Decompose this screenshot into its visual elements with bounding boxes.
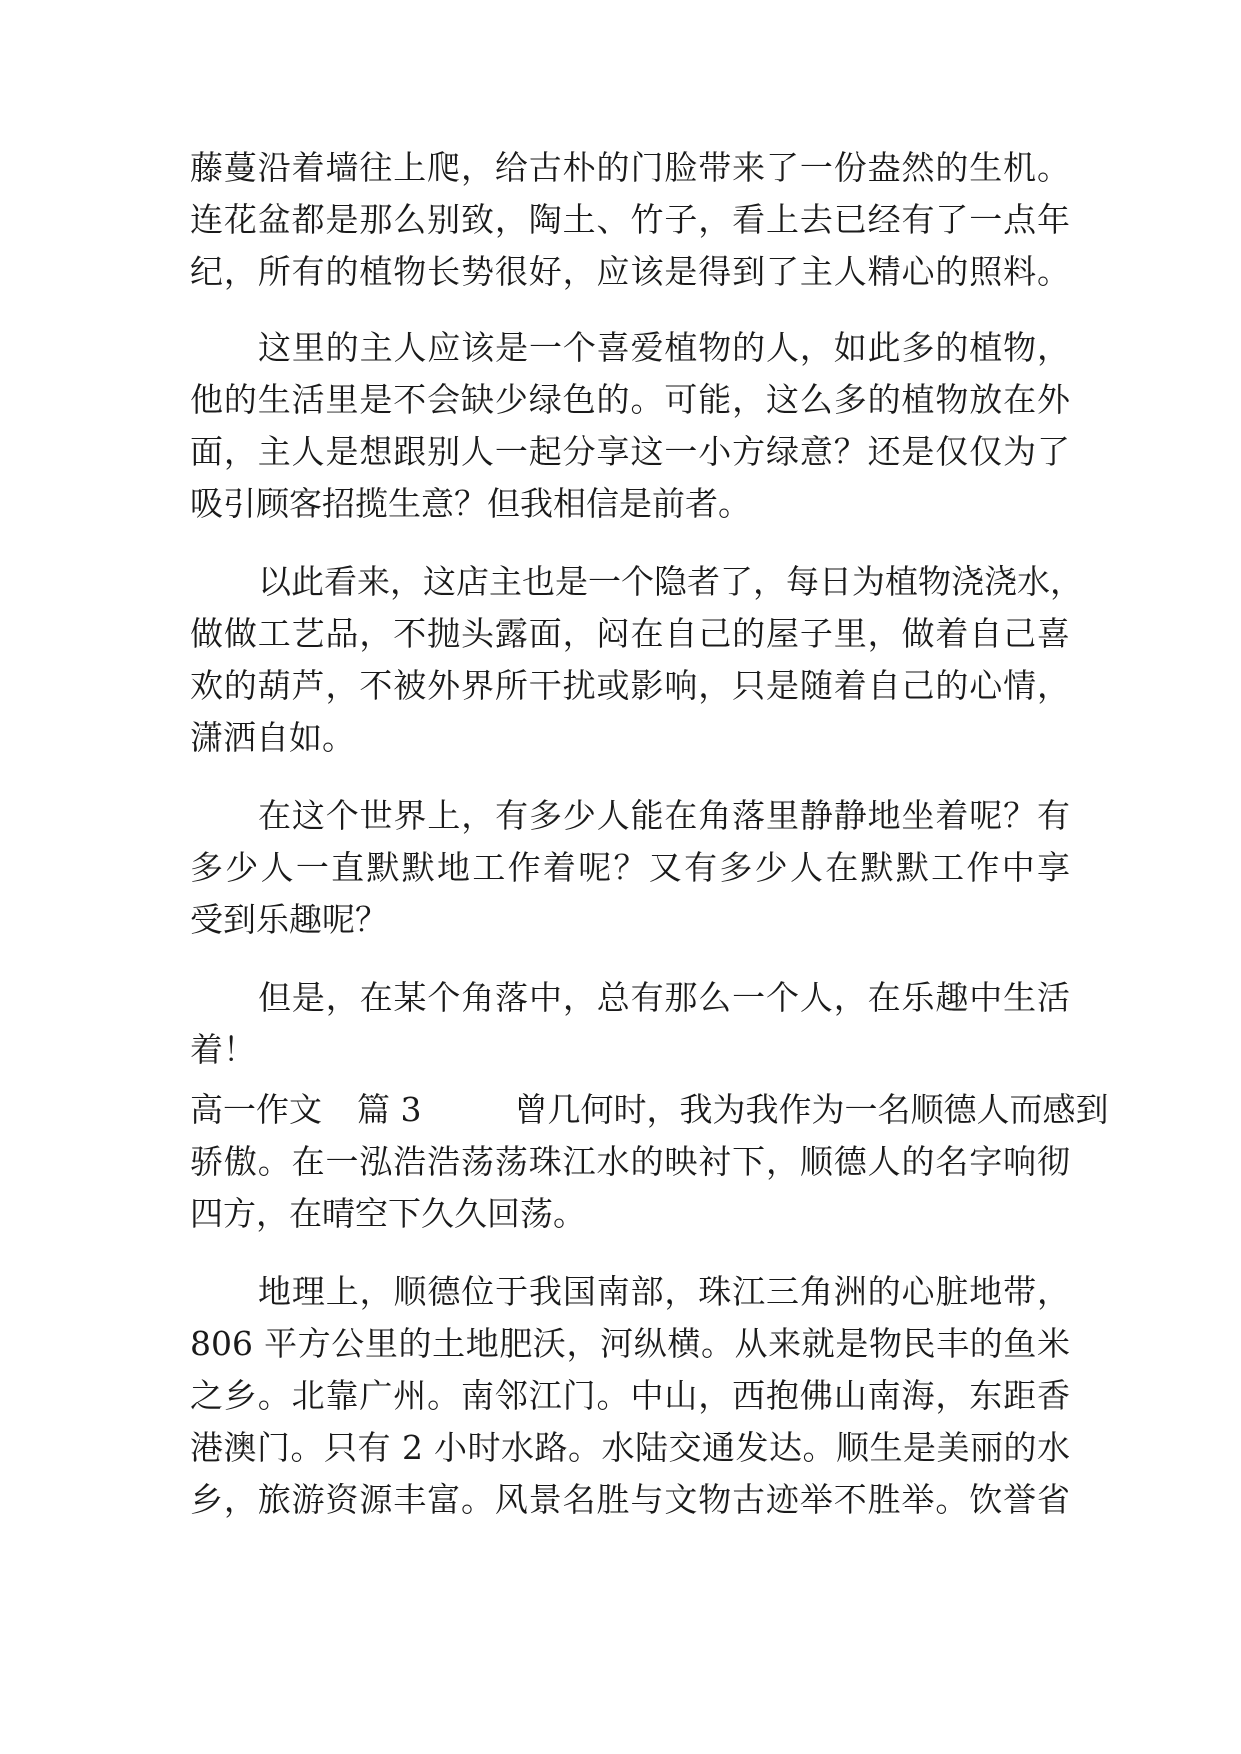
section-label: 篇 3 [357,1090,422,1129]
paragraph-start-line: 地理上，顺德位于我国南部，珠江三角洲的心脏地带， [258,1272,1070,1311]
paragraph-start-line: 在这个世界上，有多少人能在角落里静静地坐着呢？有 [258,796,1070,835]
text-line: 之乡。北靠广州。南邻江门。中山，西抱佛山南海，东距香 [190,1376,1070,1415]
paragraph-start-line: 以此看来，这店主也是一个隐者了，每日为植物浇浇水， [258,562,1083,601]
text-line: 吸引顾客招揽生意？但我相信是前者。 [190,484,751,523]
text-line: 面，主人是想跟别人一起分享这一小方绿意？还是仅仅为了 [190,432,1070,471]
section-title: 高一作文 [190,1090,322,1129]
paragraph-start-line: 这里的主人应该是一个喜爱植物的人，如此多的植物， [258,328,1070,367]
text-line: 曾几何时，我为我作为一名顺德人而感到 [514,1090,1109,1129]
text-line: 806 平方公里的土地肥沃，河纵横。从来就是物民丰的鱼米 [190,1324,1070,1363]
text-line: 潇洒自如。 [190,718,355,757]
text-line: 骄傲。在一泓浩浩荡荡珠江水的映衬下，顺德人的名字响彻 [190,1142,1070,1181]
text-line: 藤蔓沿着墙往上爬，给古朴的门脸带来了一份盎然的生机。 [190,148,1070,187]
text-line: 受到乐趣呢？ [190,900,388,939]
text-line: 乡，旅游资源丰富。风景名胜与文物古迹举不胜举。饮誉省 [190,1480,1070,1519]
text-line: 纪，所有的植物长势很好，应该是得到了主人精心的照料。 [190,252,1070,291]
text-line: 连花盆都是那么别致，陶土、竹子，看上去已经有了一点年 [190,200,1070,239]
text-line: 做做工艺品，不抛头露面，闷在自己的屋子里，做着自己喜 [190,614,1070,653]
paragraph-start-line: 但是，在某个角落中，总有那么一个人，在乐趣中生活 [258,978,1070,1017]
text-line: 欢的葫芦，不被外界所干扰或影响，只是随着自己的心情， [190,666,1070,705]
text-line: 多少人一直默默地工作着呢？又有多少人在默默工作中享 [190,848,1070,887]
section-heading-line [190,1082,1109,1138]
text-line: 他的生活里是不会缺少绿色的。可能，这么多的植物放在外 [190,380,1070,419]
text-line: 港澳门。只有 2 小时水路。水陆交通发达。顺生是美丽的水 [190,1428,1070,1467]
text-line: 四方，在晴空下久久回荡。 [190,1194,586,1233]
text-line: 着！ [190,1030,256,1069]
